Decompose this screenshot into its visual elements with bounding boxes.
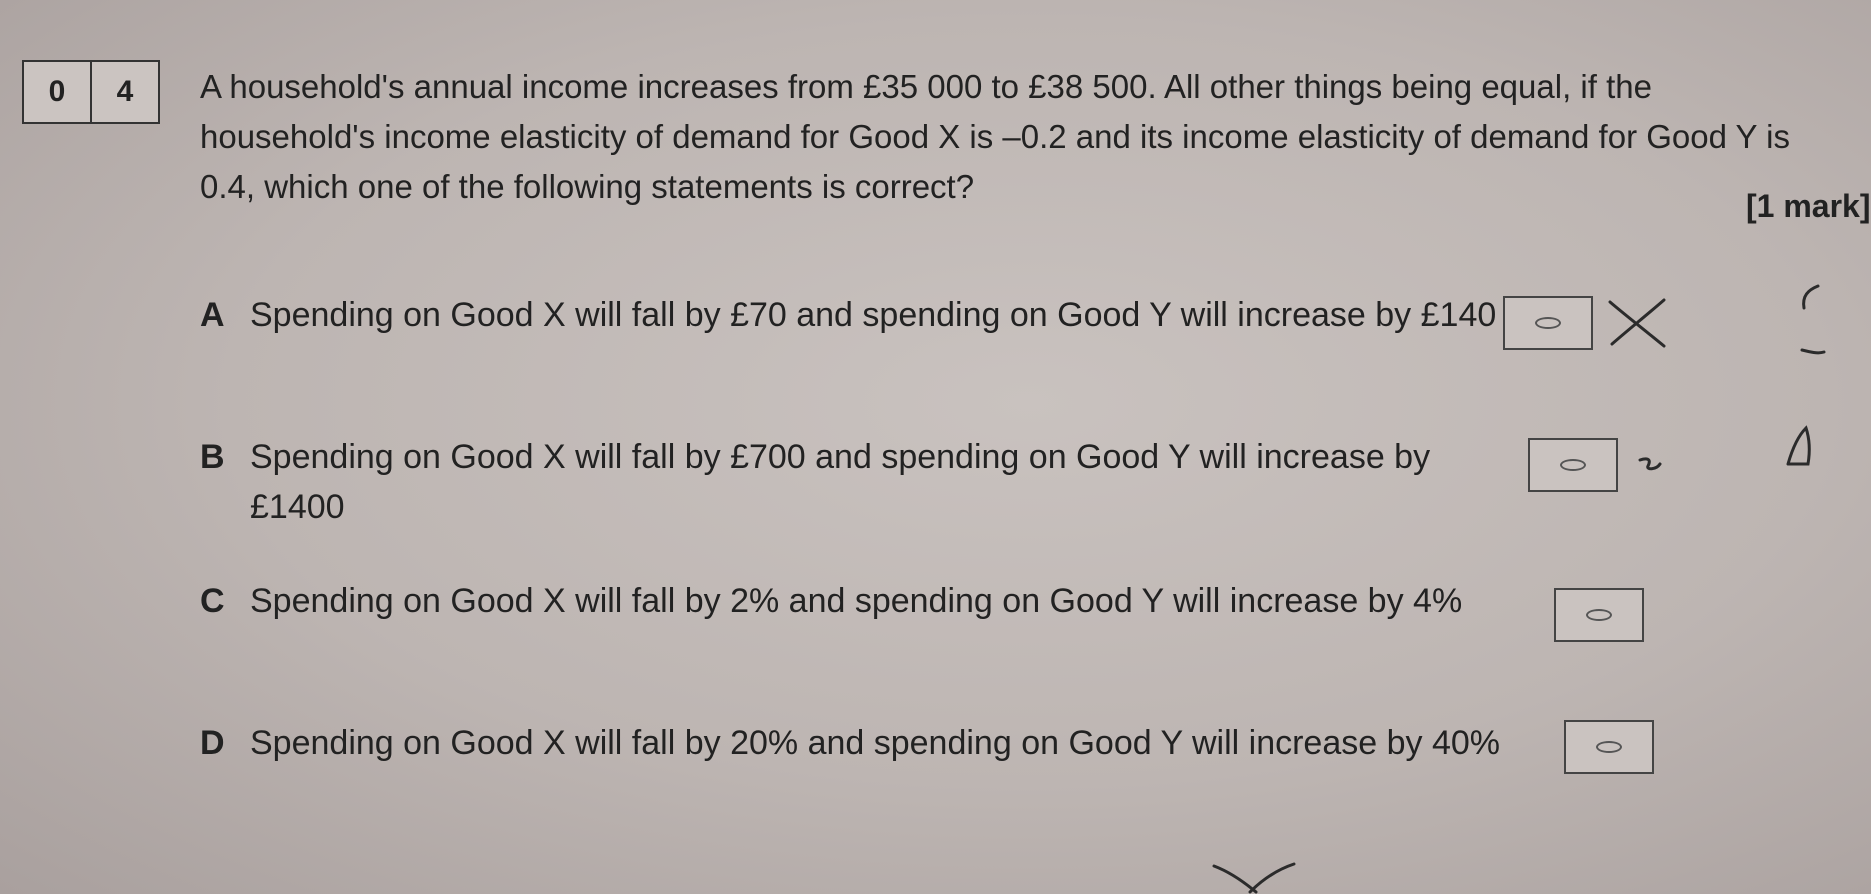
option-d-answer-box[interactable] (1564, 720, 1654, 774)
option-c-answer-box[interactable] (1554, 588, 1644, 642)
handwritten-scribble-icon (1780, 280, 1826, 370)
option-a-text: Spending on Good X will fall by £70 and spending on Good Y will increase by £140 (250, 296, 1497, 334)
handwritten-cross-mark-icon (1604, 290, 1674, 350)
option-a-letter: A (200, 296, 225, 334)
option-d-text: Spending on Good X will fall by 20% and spending on Good Y will increase by 40% (250, 724, 1500, 762)
option-c-text: Spending on Good X will fall by 2% and spending on Good Y will increase by 4% (250, 582, 1463, 620)
option-c-letter: C (200, 582, 225, 620)
option-b (200, 432, 1530, 532)
handwritten-curve-mark-icon (1210, 858, 1300, 894)
option-b-answer-box[interactable] (1528, 438, 1618, 492)
handwritten-triangle-mark-icon (1780, 420, 1826, 470)
option-a-answer-box[interactable] (1503, 296, 1593, 350)
option-c-bubble (1586, 609, 1612, 621)
option-b-bubble (1560, 459, 1586, 471)
option-a (200, 290, 1530, 340)
option-d-letter: D (200, 724, 225, 762)
handwritten-tick-mark-icon (1636, 452, 1666, 482)
question-number-digit-1: 0 (48, 75, 66, 108)
option-b-text: Spending on Good X will fall by £700 and spending on Good Y will increase by £1400 (250, 438, 1431, 526)
marks-label: [1 mark] (1746, 188, 1871, 224)
question-text: A household's annual income increases from £35 000 to £38 500. All other things being equal, if the household's income elasticity of demand for Good X is –0.2 and its income elasticity of demand for Good Y is 0.4, which one of the following statements is correct? (200, 68, 1790, 205)
option-d-bubble (1596, 741, 1622, 753)
question-number (22, 60, 160, 124)
question-number-digit-2: 4 (90, 62, 158, 122)
option-d (200, 718, 1530, 768)
option-c (200, 576, 1530, 626)
option-b-letter: B (200, 438, 225, 476)
option-a-bubble (1535, 317, 1561, 329)
